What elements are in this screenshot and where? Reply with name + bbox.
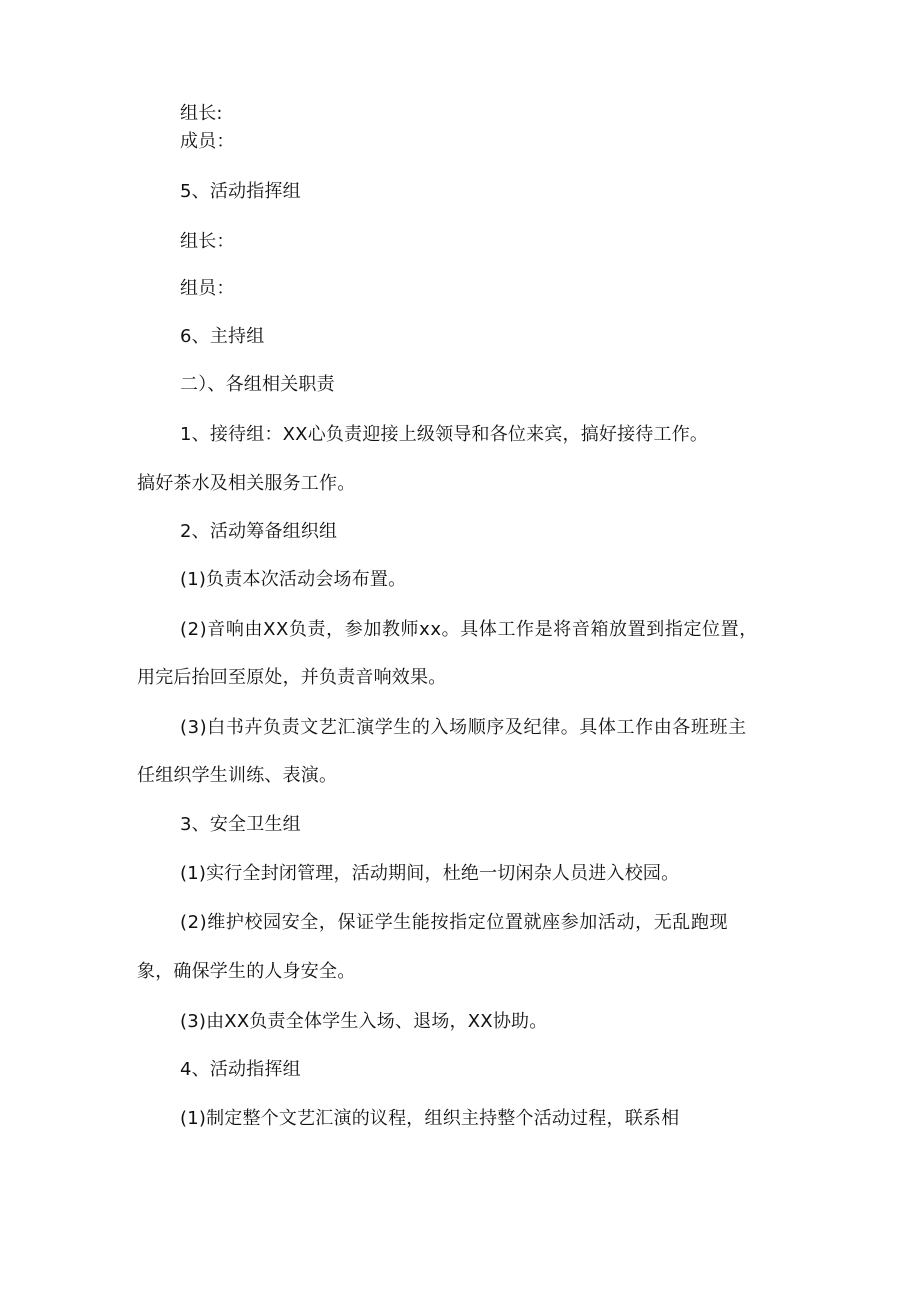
text-line-group-members-2: 组员： <box>180 278 235 299</box>
heading-host-group: 6、主持组 <box>180 326 265 347</box>
heading-preparation-group: 2、活动筹备组织组 <box>180 521 338 542</box>
paragraph-safety-item-2: (2)维护校园安全，保证学生能按指定位置就座参加活动，无乱跑现 <box>180 912 729 933</box>
paragraph-safety-item-2-cont: 象，确保学生的人身安全。 <box>137 961 356 982</box>
paragraph-reception-group: 1、接待组：XX心负责迎接上级领导和各位来宾，搞好接待工作。 <box>180 424 709 445</box>
heading-safety-hygiene-group: 3、安全卫生组 <box>180 814 301 835</box>
text-line-group-leader-2: 组长： <box>180 231 235 252</box>
text-line-group-leader-1: 组长: <box>180 103 223 124</box>
paragraph-prep-item-2-cont: 用完后抬回至原处，并负责音响效果。 <box>137 667 447 688</box>
heading-activity-command-group: 5、活动指挥组 <box>180 181 301 202</box>
paragraph-prep-item-3: (3)白书卉负责文艺汇演学生的入场顺序及纪律。具体工作由各班班主 <box>180 717 747 738</box>
paragraph-prep-item-3-cont: 任组织学生训练、表演。 <box>137 765 338 786</box>
paragraph-command-item-1: (1)制定整个文艺汇演的议程，组织主持整个活动过程，联系相 <box>180 1108 680 1129</box>
paragraph-prep-item-2: (2)音响由XX负责，参加教师xx。具体工作是将音箱放置到指定位置， <box>180 619 758 640</box>
paragraph-safety-item-1: (1)实行全封闭管理，活动期间，杜绝一切闲杂人员进入校园。 <box>180 863 680 884</box>
paragraph-reception-group-cont: 搞好茶水及相关服务工作。 <box>137 473 356 494</box>
heading-group-duties: 二）、各组相关职责 <box>180 374 335 395</box>
paragraph-prep-item-1: (1)负责本次活动会场布置。 <box>180 569 407 590</box>
text-line-members-1: 成员： <box>180 131 235 152</box>
heading-activity-command-group-2: 4、活动指挥组 <box>180 1059 301 1080</box>
paragraph-safety-item-3: (3)由XX负责全体学生入场、退场，XX协助。 <box>180 1011 548 1032</box>
